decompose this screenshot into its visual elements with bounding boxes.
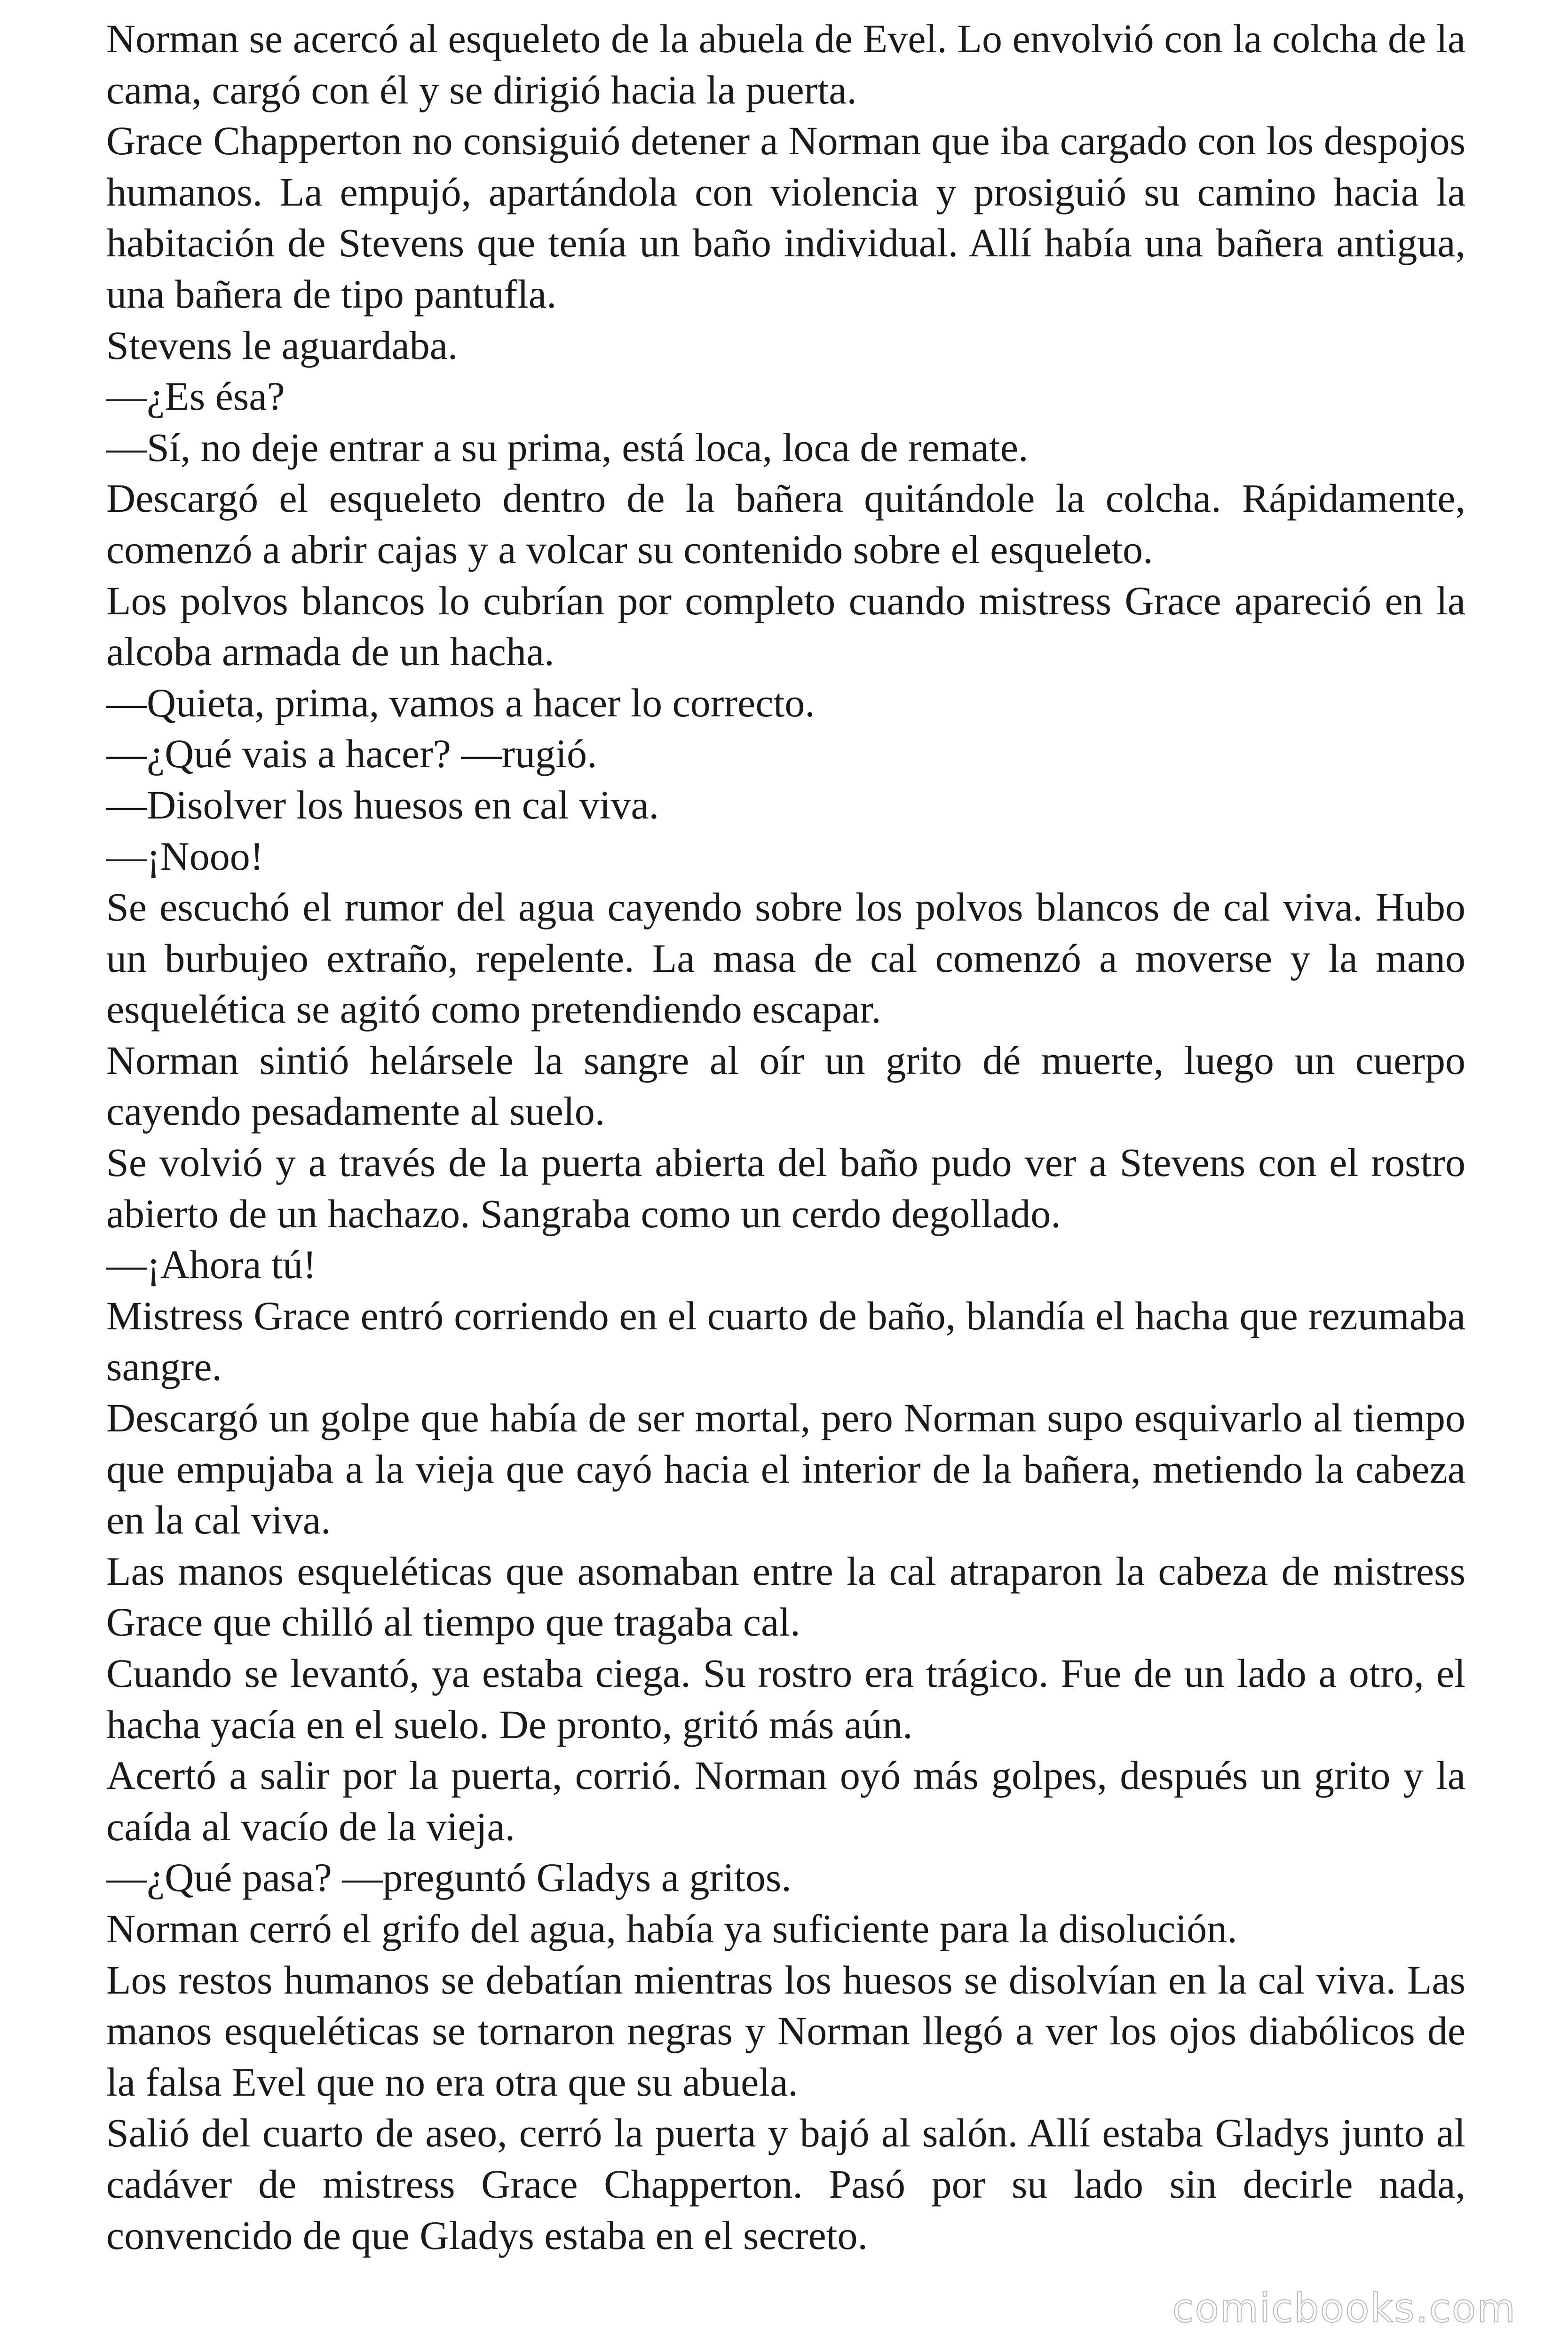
paragraph: Cuando se levantó, ya estaba ciega. Su rostro era trágico. Fue de un lado a otro, el hacha yacía en el suelo. De pronto, gritó más aún. [106, 1651, 1465, 1747]
paragraph: Acertó a salir por la puerta, corrió. Norman oyó más golpes, después un grito y la caída al vacío de la vieja. [106, 1753, 1465, 1849]
dialogue-line: —¡Nooo! [106, 833, 264, 879]
paragraph: Mistress Grace entró corriendo en el cuarto de baño, blandía el hacha que rezumaba sangre. [106, 1293, 1465, 1390]
paragraph: Se volvió y a través de la puerta abierta del baño pudo ver a Stevens con el rostro abierto de un hachazo. Sangraba como un cerdo degollado. [106, 1140, 1465, 1236]
paragraph: Se escuchó el rumor del agua cayendo sobre los polvos blancos de cal viva. Hubo un burbujeo extraño, repelente. La masa de cal comenzó a moverse y la mano esquelética se agitó como pretendiendo escapar. [106, 884, 1465, 1032]
dialogue-line: —¿Qué vais a hacer? —rugió. [106, 731, 597, 777]
paragraph: Stevens le aguardaba. [106, 322, 458, 368]
dialogue-line: —¡Ahora tú! [106, 1242, 317, 1287]
dialogue-line: —¿Es ésa? [106, 373, 285, 419]
paragraph: Los restos humanos se debatían mientras los huesos se disolvían en la cal viva. Las manos esqueléticas se tornaron negras y Norman llegó a ver los ojos diabólicos de la falsa Evel que no era otra que su abuela. [106, 1957, 1465, 2105]
watermark: comicbooks.com [1172, 2285, 1516, 2331]
paragraph: Norman se acercó al esqueleto de la abuela de Evel. Lo envolvió con la colcha de la cama, cargó con él y se dirigió hacia la puerta. [106, 16, 1465, 112]
paragraph: Grace Chapperton no consiguió detener a Norman que iba cargado con los despojos humanos. La empujó, apartándola con violencia y prosiguió su camino hacia la habitación de Stevens que tenía un baño individual. Allí había una bañera antigua, una bañera de tipo pantufla. [106, 118, 1465, 317]
dialogue-line: —Sí, no deje entrar a su prima, está loca, loca de remate. [106, 424, 1029, 470]
paragraph: Las manos esqueléticas que asomaban entre la cal atraparon la cabeza de mistress Grace que chilló al tiempo que tragaba cal. [106, 1548, 1465, 1645]
paragraph: Norman cerró el grifo del agua, había ya suficiente para la disolución. [106, 1906, 1237, 1951]
paragraph: Descargó un golpe que había de ser mortal, pero Norman supo esquivarlo al tiempo que empujaba a la vieja que cayó hacia el interior de la bañera, metiendo la cabeza en la cal viva. [106, 1395, 1465, 1543]
body-text [106, 13, 1465, 2261]
paragraph: Norman sintió helársele la sangre al oír un grito dé muerte, luego un cuerpo cayendo pesadamente al suelo. [106, 1037, 1465, 1134]
dialogue-line: —¿Qué pasa? —preguntó Gladys a gritos. [106, 1855, 792, 1900]
dialogue-line: —Disolver los huesos en cal viva. [106, 782, 659, 827]
paragraph: Los polvos blancos lo cubrían por completo cuando mistress Grace apareció en la alcoba armada de un hacha. [106, 578, 1465, 675]
dialogue-line: —Quieta, prima, vamos a hacer lo correcto. [106, 680, 815, 725]
paragraph: Descargó el esqueleto dentro de la bañera quitándole la colcha. Rápidamente, comenzó a abrir cajas y a volcar su contenido sobre el esqueleto. [106, 476, 1465, 572]
paragraph: Salió del cuarto de aseo, cerró la puerta y bajó al salón. Allí estaba Gladys junto al cadáver de mistress Grace Chapperton. Pasó por su lado sin decirle nada, convencido de que Gladys estaba en el secreto. [106, 2110, 1465, 2258]
